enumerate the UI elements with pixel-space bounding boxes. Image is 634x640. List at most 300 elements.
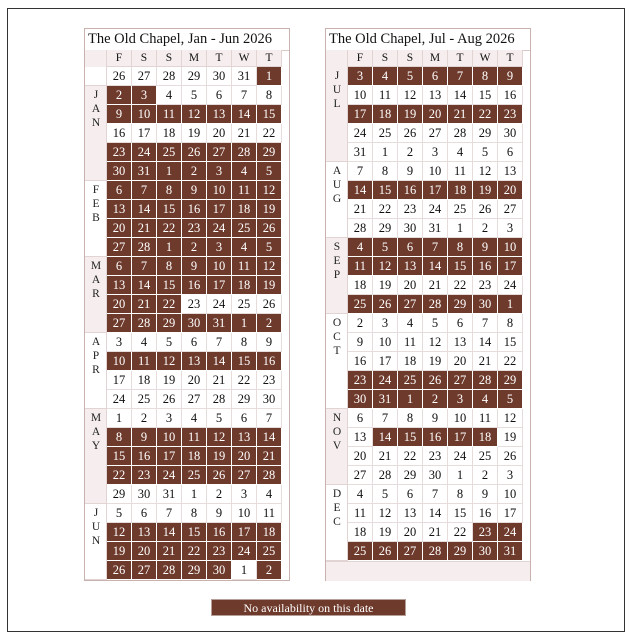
day-cell-booked[interactable]: 22 — [157, 295, 182, 314]
day-cell-booked[interactable]: 15 — [232, 352, 257, 371]
day-cell-booked[interactable]: 31 — [498, 542, 523, 561]
day-cell-available[interactable]: 1 — [448, 219, 473, 238]
day-cell-available[interactable]: 22 — [232, 371, 257, 390]
day-cell-booked[interactable]: 23 — [348, 371, 373, 390]
day-cell-booked[interactable]: 5 — [373, 238, 398, 257]
day-cell-booked[interactable]: 14 — [132, 276, 157, 295]
day-cell-available[interactable]: 30 — [498, 124, 523, 143]
day-cell-booked[interactable]: 1 — [157, 238, 182, 257]
day-cell-available[interactable]: 11 — [257, 504, 282, 523]
day-cell-booked[interactable]: 9 — [182, 181, 207, 200]
day-cell-available[interactable]: 22 — [448, 523, 473, 542]
day-cell-available[interactable]: 23 — [182, 295, 207, 314]
day-cell-booked[interactable]: 6 — [423, 67, 448, 86]
day-cell-available[interactable]: 6 — [182, 333, 207, 352]
day-cell-available[interactable]: 4 — [157, 86, 182, 105]
day-cell-available[interactable]: 5 — [373, 485, 398, 504]
day-cell-available[interactable]: 10 — [373, 333, 398, 352]
day-cell-available[interactable]: 3 — [498, 219, 523, 238]
day-cell-booked[interactable]: 10 — [107, 352, 132, 371]
day-cell-available[interactable]: 24 — [348, 124, 373, 143]
day-cell-available[interactable]: 27 — [423, 124, 448, 143]
day-cell-available[interactable]: 19 — [373, 523, 398, 542]
day-cell-booked[interactable]: 10 — [207, 257, 232, 276]
day-cell-booked[interactable]: 14 — [132, 200, 157, 219]
day-cell-booked[interactable]: 18 — [473, 428, 498, 447]
day-cell-available[interactable]: 31 — [157, 485, 182, 504]
day-cell-available[interactable]: 30 — [207, 67, 232, 86]
day-cell-available[interactable]: 6 — [448, 314, 473, 333]
day-cell-booked[interactable]: 1 — [398, 390, 423, 409]
day-cell-booked[interactable]: 23 — [207, 542, 232, 561]
day-cell-booked[interactable]: 25 — [157, 143, 182, 162]
day-cell-booked[interactable]: 28 — [423, 295, 448, 314]
day-cell-available[interactable]: 19 — [423, 352, 448, 371]
day-cell-available[interactable]: 21 — [232, 124, 257, 143]
day-cell-booked[interactable]: 19 — [473, 181, 498, 200]
day-cell-booked[interactable]: 9 — [498, 67, 523, 86]
day-cell-booked[interactable]: 31 — [132, 162, 157, 181]
day-cell-available[interactable]: 27 — [182, 390, 207, 409]
day-cell-booked[interactable]: 17 — [207, 200, 232, 219]
day-cell-booked[interactable]: 17 — [423, 181, 448, 200]
day-cell-booked[interactable]: 2 — [182, 238, 207, 257]
day-cell-available[interactable]: 27 — [348, 466, 373, 485]
day-cell-available[interactable]: 26 — [157, 390, 182, 409]
day-cell-booked[interactable]: 15 — [157, 276, 182, 295]
day-cell-booked[interactable]: 12 — [257, 257, 282, 276]
day-cell-booked[interactable]: 5 — [498, 390, 523, 409]
day-cell-booked[interactable]: 12 — [107, 523, 132, 542]
day-cell-available[interactable]: 16 — [107, 124, 132, 143]
day-cell-booked[interactable]: 29 — [498, 371, 523, 390]
day-cell-booked[interactable]: 31 — [207, 314, 232, 333]
day-cell-booked[interactable]: 16 — [398, 181, 423, 200]
day-cell-booked[interactable]: 16 — [257, 352, 282, 371]
day-cell-booked[interactable]: 7 — [132, 257, 157, 276]
day-cell-booked[interactable]: 2 — [107, 86, 132, 105]
day-cell-available[interactable]: 9 — [348, 333, 373, 352]
day-cell-available[interactable]: 4 — [182, 409, 207, 428]
day-cell-booked[interactable]: 12 — [373, 257, 398, 276]
day-cell-available[interactable]: 23 — [257, 371, 282, 390]
day-cell-booked[interactable]: 14 — [373, 428, 398, 447]
day-cell-available[interactable]: 18 — [132, 371, 157, 390]
day-cell-booked[interactable]: 1 — [232, 314, 257, 333]
day-cell-booked[interactable]: 18 — [373, 105, 398, 124]
day-cell-booked[interactable]: 26 — [373, 542, 398, 561]
day-cell-available[interactable]: 9 — [398, 162, 423, 181]
day-cell-booked[interactable]: 6 — [107, 181, 132, 200]
day-cell-available[interactable]: 29 — [473, 124, 498, 143]
day-cell-available[interactable]: 6 — [498, 143, 523, 162]
day-cell-available[interactable]: 4 — [348, 485, 373, 504]
day-cell-available[interactable]: 31 — [348, 143, 373, 162]
day-cell-booked[interactable]: 30 — [207, 561, 232, 580]
day-cell-available[interactable]: 8 — [257, 86, 282, 105]
day-cell-available[interactable]: 11 — [348, 504, 373, 523]
day-cell-booked[interactable]: 18 — [232, 200, 257, 219]
day-cell-booked[interactable]: 13 — [107, 276, 132, 295]
day-cell-booked[interactable]: 22 — [473, 105, 498, 124]
day-cell-booked[interactable]: 3 — [448, 390, 473, 409]
day-cell-booked[interactable]: 19 — [257, 276, 282, 295]
day-cell-booked[interactable]: 18 — [182, 447, 207, 466]
day-cell-booked[interactable]: 15 — [182, 523, 207, 542]
day-cell-available[interactable]: 8 — [398, 409, 423, 428]
day-cell-booked[interactable]: 7 — [448, 67, 473, 86]
day-cell-available[interactable]: 21 — [473, 352, 498, 371]
day-cell-available[interactable]: 20 — [182, 371, 207, 390]
day-cell-booked[interactable]: 28 — [157, 561, 182, 580]
day-cell-booked[interactable]: 13 — [182, 352, 207, 371]
day-cell-available[interactable]: 10 — [448, 409, 473, 428]
day-cell-available[interactable]: 18 — [157, 124, 182, 143]
day-cell-available[interactable]: 10 — [348, 86, 373, 105]
day-cell-available[interactable]: 15 — [473, 86, 498, 105]
day-cell-available[interactable]: 29 — [373, 219, 398, 238]
day-cell-booked[interactable]: 27 — [107, 238, 132, 257]
day-cell-available[interactable]: 22 — [498, 352, 523, 371]
day-cell-available[interactable]: 2 — [132, 409, 157, 428]
day-cell-booked[interactable]: 19 — [207, 447, 232, 466]
day-cell-booked[interactable]: 24 — [373, 371, 398, 390]
day-cell-available[interactable]: 5 — [207, 409, 232, 428]
day-cell-booked[interactable]: 25 — [182, 466, 207, 485]
day-cell-available[interactable]: 9 — [207, 504, 232, 523]
day-cell-booked[interactable]: 11 — [132, 352, 157, 371]
day-cell-available[interactable]: 27 — [498, 200, 523, 219]
day-cell-available[interactable]: 10 — [423, 162, 448, 181]
day-cell-booked[interactable]: 23 — [107, 143, 132, 162]
day-cell-booked[interactable]: 28 — [257, 466, 282, 485]
day-cell-booked[interactable]: 18 — [232, 276, 257, 295]
day-cell-booked[interactable]: 19 — [398, 105, 423, 124]
day-cell-booked[interactable]: 5 — [398, 67, 423, 86]
day-cell-booked[interactable]: 21 — [132, 295, 157, 314]
day-cell-available[interactable]: 9 — [473, 485, 498, 504]
day-cell-available[interactable]: 28 — [348, 219, 373, 238]
day-cell-booked[interactable]: 4 — [232, 238, 257, 257]
day-cell-booked[interactable]: 27 — [207, 143, 232, 162]
day-cell-booked[interactable]: 14 — [207, 352, 232, 371]
day-cell-available[interactable]: 4 — [448, 143, 473, 162]
day-cell-booked[interactable]: 15 — [107, 447, 132, 466]
day-cell-booked[interactable]: 25 — [232, 219, 257, 238]
day-cell-available[interactable]: 21 — [207, 371, 232, 390]
day-cell-booked[interactable]: 27 — [107, 314, 132, 333]
day-cell-available[interactable]: 3 — [157, 409, 182, 428]
day-cell-booked[interactable]: 17 — [232, 523, 257, 542]
day-cell-available[interactable]: 11 — [398, 333, 423, 352]
day-cell-available[interactable]: 13 — [423, 86, 448, 105]
day-cell-available[interactable]: 30 — [132, 485, 157, 504]
day-cell-booked[interactable]: 4 — [348, 238, 373, 257]
day-cell-booked[interactable]: 14 — [348, 181, 373, 200]
day-cell-available[interactable]: 13 — [398, 504, 423, 523]
day-cell-booked[interactable]: 22 — [107, 466, 132, 485]
day-cell-booked[interactable]: 20 — [132, 542, 157, 561]
day-cell-booked[interactable]: 2 — [257, 561, 282, 580]
day-cell-booked[interactable]: 4 — [232, 162, 257, 181]
day-cell-available[interactable]: 19 — [157, 371, 182, 390]
day-cell-booked[interactable]: 24 — [498, 523, 523, 542]
day-cell-booked[interactable]: 21 — [157, 542, 182, 561]
day-cell-booked[interactable]: 6 — [398, 238, 423, 257]
day-cell-booked[interactable]: 25 — [398, 371, 423, 390]
day-cell-booked[interactable]: 11 — [182, 428, 207, 447]
day-cell-available[interactable]: 29 — [232, 390, 257, 409]
day-cell-available[interactable]: 22 — [373, 200, 398, 219]
day-cell-booked[interactable]: 24 — [132, 143, 157, 162]
day-cell-booked[interactable]: 14 — [423, 257, 448, 276]
day-cell-available[interactable]: 13 — [348, 428, 373, 447]
day-cell-available[interactable]: 11 — [373, 86, 398, 105]
day-cell-booked[interactable]: 8 — [107, 428, 132, 447]
day-cell-booked[interactable]: 20 — [423, 105, 448, 124]
day-cell-available[interactable]: 8 — [182, 504, 207, 523]
day-cell-available[interactable]: 19 — [498, 428, 523, 447]
day-cell-available[interactable]: 19 — [373, 276, 398, 295]
day-cell-available[interactable]: 16 — [348, 352, 373, 371]
day-cell-available[interactable]: 17 — [498, 504, 523, 523]
day-cell-available[interactable]: 5 — [182, 86, 207, 105]
day-cell-booked[interactable]: 17 — [448, 428, 473, 447]
day-cell-available[interactable]: 30 — [423, 466, 448, 485]
day-cell-booked[interactable]: 18 — [448, 181, 473, 200]
day-cell-available[interactable]: 4 — [398, 314, 423, 333]
day-cell-available[interactable]: 2 — [398, 143, 423, 162]
day-cell-booked[interactable]: 20 — [232, 447, 257, 466]
day-cell-available[interactable]: 24 — [207, 295, 232, 314]
day-cell-available[interactable]: 6 — [132, 504, 157, 523]
day-cell-booked[interactable]: 27 — [132, 561, 157, 580]
day-cell-booked[interactable]: 24 — [207, 219, 232, 238]
day-cell-booked[interactable]: 10 — [498, 238, 523, 257]
day-cell-booked[interactable]: 20 — [498, 181, 523, 200]
day-cell-booked[interactable]: 13 — [398, 257, 423, 276]
day-cell-available[interactable]: 20 — [448, 352, 473, 371]
day-cell-available[interactable]: 5 — [107, 504, 132, 523]
day-cell-booked[interactable]: 4 — [473, 390, 498, 409]
day-cell-available[interactable]: 29 — [182, 67, 207, 86]
day-cell-booked[interactable]: 17 — [348, 105, 373, 124]
day-cell-booked[interactable]: 30 — [348, 390, 373, 409]
day-cell-booked[interactable]: 26 — [182, 143, 207, 162]
day-cell-booked[interactable]: 8 — [157, 257, 182, 276]
day-cell-available[interactable]: 6 — [207, 86, 232, 105]
day-cell-booked[interactable]: 14 — [232, 105, 257, 124]
day-cell-booked[interactable]: 29 — [448, 542, 473, 561]
day-cell-available[interactable]: 7 — [257, 409, 282, 428]
day-cell-available[interactable]: 20 — [207, 124, 232, 143]
day-cell-available[interactable]: 26 — [498, 447, 523, 466]
day-cell-available[interactable]: 7 — [207, 333, 232, 352]
day-cell-available[interactable]: 11 — [473, 409, 498, 428]
day-cell-booked[interactable]: 20 — [107, 295, 132, 314]
day-cell-booked[interactable]: 13 — [132, 523, 157, 542]
day-cell-booked[interactable]: 12 — [257, 181, 282, 200]
day-cell-available[interactable]: 11 — [448, 162, 473, 181]
day-cell-available[interactable]: 1 — [182, 485, 207, 504]
day-cell-booked[interactable]: 22 — [157, 219, 182, 238]
day-cell-booked[interactable]: 5 — [257, 162, 282, 181]
day-cell-booked[interactable]: 18 — [257, 523, 282, 542]
day-cell-booked[interactable]: 13 — [232, 428, 257, 447]
day-cell-booked[interactable]: 23 — [498, 105, 523, 124]
day-cell-available[interactable]: 28 — [373, 466, 398, 485]
day-cell-available[interactable]: 18 — [348, 276, 373, 295]
day-cell-available[interactable]: 29 — [398, 466, 423, 485]
day-cell-available[interactable]: 7 — [232, 86, 257, 105]
day-cell-booked[interactable]: 24 — [232, 542, 257, 561]
day-cell-booked[interactable]: 31 — [373, 390, 398, 409]
day-cell-available[interactable]: 21 — [423, 276, 448, 295]
day-cell-available[interactable]: 30 — [398, 219, 423, 238]
day-cell-booked[interactable]: 26 — [107, 561, 132, 580]
day-cell-booked[interactable]: 11 — [348, 257, 373, 276]
day-cell-available[interactable]: 9 — [257, 333, 282, 352]
day-cell-available[interactable]: 15 — [498, 333, 523, 352]
day-cell-available[interactable]: 20 — [348, 447, 373, 466]
day-cell-available[interactable]: 18 — [398, 352, 423, 371]
day-cell-booked[interactable]: 13 — [207, 105, 232, 124]
day-cell-booked[interactable]: 9 — [473, 238, 498, 257]
day-cell-available[interactable]: 12 — [498, 409, 523, 428]
day-cell-available[interactable]: 1 — [107, 409, 132, 428]
day-cell-booked[interactable]: 21 — [257, 447, 282, 466]
day-cell-available[interactable]: 15 — [448, 504, 473, 523]
day-cell-available[interactable]: 26 — [398, 124, 423, 143]
day-cell-available[interactable]: 24 — [448, 447, 473, 466]
day-cell-available[interactable]: 3 — [498, 466, 523, 485]
day-cell-booked[interactable]: 30 — [182, 314, 207, 333]
day-cell-available[interactable]: 28 — [207, 390, 232, 409]
day-cell-available[interactable]: 31 — [232, 67, 257, 86]
day-cell-booked[interactable]: 29 — [257, 143, 282, 162]
day-cell-available[interactable]: 30 — [257, 390, 282, 409]
day-cell-booked[interactable]: 8 — [448, 238, 473, 257]
day-cell-available[interactable]: 8 — [373, 162, 398, 181]
day-cell-available[interactable]: 7 — [423, 485, 448, 504]
day-cell-booked[interactable]: 30 — [473, 295, 498, 314]
day-cell-available[interactable]: 2 — [473, 219, 498, 238]
day-cell-booked[interactable]: 17 — [498, 257, 523, 276]
day-cell-available[interactable]: 26 — [107, 67, 132, 86]
day-cell-booked[interactable]: 3 — [207, 162, 232, 181]
day-cell-available[interactable]: 7 — [157, 504, 182, 523]
day-cell-booked[interactable]: 12 — [207, 428, 232, 447]
day-cell-available[interactable]: 25 — [232, 295, 257, 314]
day-cell-available[interactable]: 4 — [132, 333, 157, 352]
day-cell-available[interactable]: 1 — [448, 466, 473, 485]
day-cell-booked[interactable]: 6 — [107, 257, 132, 276]
day-cell-available[interactable]: 2 — [473, 466, 498, 485]
day-cell-booked[interactable]: 23 — [182, 219, 207, 238]
day-cell-booked[interactable]: 2 — [182, 162, 207, 181]
day-cell-booked[interactable]: 19 — [107, 542, 132, 561]
day-cell-available[interactable]: 6 — [232, 409, 257, 428]
day-cell-booked[interactable]: 21 — [448, 105, 473, 124]
day-cell-booked[interactable]: 15 — [448, 257, 473, 276]
day-cell-booked[interactable]: 30 — [107, 162, 132, 181]
day-cell-booked[interactable]: 19 — [257, 200, 282, 219]
day-cell-available[interactable]: 8 — [232, 333, 257, 352]
day-cell-available[interactable]: 12 — [373, 504, 398, 523]
day-cell-available[interactable]: 8 — [448, 485, 473, 504]
day-cell-booked[interactable]: 7 — [423, 238, 448, 257]
day-cell-available[interactable]: 7 — [373, 409, 398, 428]
day-cell-available[interactable]: 3 — [423, 143, 448, 162]
day-cell-available[interactable]: 22 — [398, 447, 423, 466]
day-cell-booked[interactable]: 4 — [373, 67, 398, 86]
day-cell-booked[interactable]: 29 — [448, 295, 473, 314]
day-cell-available[interactable]: 16 — [473, 504, 498, 523]
day-cell-booked[interactable]: 28 — [423, 542, 448, 561]
day-cell-available[interactable]: 14 — [473, 333, 498, 352]
day-cell-booked[interactable]: 11 — [232, 181, 257, 200]
day-cell-available[interactable]: 23 — [423, 447, 448, 466]
day-cell-booked[interactable]: 9 — [182, 257, 207, 276]
day-cell-booked[interactable]: 1 — [257, 67, 282, 86]
day-cell-available[interactable]: 27 — [132, 67, 157, 86]
day-cell-available[interactable]: 5 — [157, 333, 182, 352]
day-cell-booked[interactable]: 10 — [157, 428, 182, 447]
day-cell-booked[interactable]: 3 — [348, 67, 373, 86]
day-cell-available[interactable]: 17 — [132, 124, 157, 143]
day-cell-available[interactable]: 12 — [473, 162, 498, 181]
day-cell-available[interactable]: 20 — [398, 523, 423, 542]
day-cell-booked[interactable]: 16 — [132, 447, 157, 466]
day-cell-booked[interactable]: 12 — [182, 105, 207, 124]
day-cell-booked[interactable]: 26 — [257, 219, 282, 238]
day-cell-available[interactable]: 22 — [257, 124, 282, 143]
day-cell-booked[interactable]: 8 — [157, 181, 182, 200]
day-cell-available[interactable]: 25 — [132, 390, 157, 409]
day-cell-available[interactable]: 7 — [473, 314, 498, 333]
day-cell-booked[interactable]: 13 — [107, 200, 132, 219]
day-cell-available[interactable]: 14 — [448, 86, 473, 105]
day-cell-available[interactable]: 19 — [182, 124, 207, 143]
day-cell-booked[interactable]: 16 — [207, 523, 232, 542]
day-cell-booked[interactable]: 2 — [423, 390, 448, 409]
day-cell-available[interactable]: 8 — [498, 314, 523, 333]
day-cell-booked[interactable]: 26 — [373, 295, 398, 314]
day-cell-available[interactable]: 1 — [373, 143, 398, 162]
day-cell-booked[interactable]: 29 — [157, 314, 182, 333]
day-cell-available[interactable]: 31 — [423, 219, 448, 238]
day-cell-available[interactable]: 21 — [348, 200, 373, 219]
day-cell-booked[interactable]: 25 — [257, 542, 282, 561]
day-cell-booked[interactable]: 16 — [423, 428, 448, 447]
day-cell-booked[interactable]: 14 — [257, 428, 282, 447]
day-cell-available[interactable]: 10 — [232, 504, 257, 523]
day-cell-available[interactable]: 16 — [498, 86, 523, 105]
day-cell-booked[interactable]: 22 — [182, 542, 207, 561]
day-cell-booked[interactable]: 15 — [373, 181, 398, 200]
day-cell-booked[interactable]: 2 — [257, 314, 282, 333]
day-cell-booked[interactable]: 16 — [473, 257, 498, 276]
day-cell-booked[interactable]: 11 — [232, 257, 257, 276]
day-cell-available[interactable]: 21 — [423, 523, 448, 542]
day-cell-booked[interactable]: 27 — [398, 542, 423, 561]
day-cell-booked[interactable]: 10 — [207, 181, 232, 200]
day-cell-available[interactable]: 22 — [448, 276, 473, 295]
day-cell-booked[interactable]: 9 — [107, 105, 132, 124]
day-cell-available[interactable]: 13 — [498, 162, 523, 181]
day-cell-available[interactable]: 20 — [398, 276, 423, 295]
day-cell-available[interactable]: 21 — [373, 447, 398, 466]
